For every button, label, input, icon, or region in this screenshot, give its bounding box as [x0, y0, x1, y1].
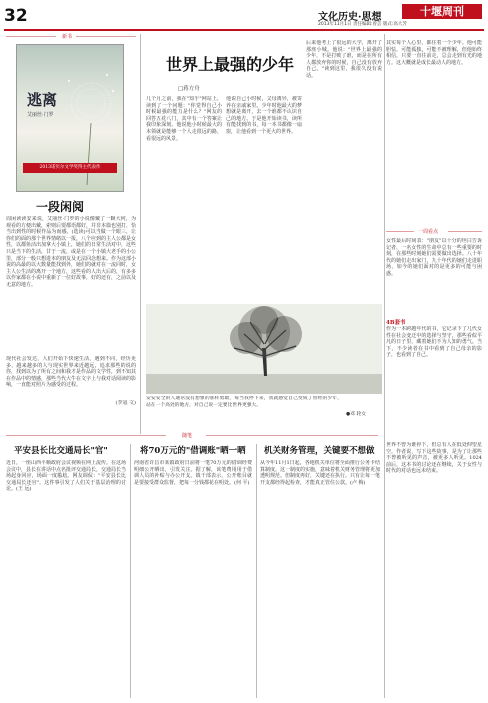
right-tag: 一周看点 [418, 229, 439, 235]
brand-label: 十堰周刊 [420, 5, 464, 18]
right-body-3: 世界不曾为谁停下，但总有人在低处仰望星空。作者说，写下这些故事，是为了让那些不曾被听见的声音，被更多人听见。1024前后，这本书的讨论还在继续，关于女性与时代的对话也远未结束。 [386, 442, 482, 475]
book-author: 艾丽丝·门罗 [27, 112, 54, 118]
right-body: 女性最后时间表："朋友"以十分的坦白告诉记者，一名女性的生命中总有一些重要的时刻，在那些时刻她们需要做出选择。八十年代的她们走出家门，九十年代的她们走进职场，如今的她们面对的是更多的可能与困惑。 [386, 238, 482, 277]
bottom-headline-3: 机关财务管理，关键要不想做 [264, 446, 375, 456]
column-divider-left [140, 34, 141, 434]
book-cover [16, 44, 124, 192]
bottom-body-1: 近日，一座山西平顺政府会议视频在网上流传。在这场会议中，县长在讲话中点名批评交通局长，交通局长当场起身回应，场面一度尴尬。网友调侃："平安县长比交通局长还官"。这件事引发了人们关于基层治理的讨论。(王 远) [6, 460, 126, 493]
bottom-divider-1 [130, 444, 131, 698]
bottom-divider-2 [256, 444, 257, 698]
main-col-2: 他说自己小时候，父母离异，被寄养在亲戚家里。少年时他最大的梦想就是离开，去一个谁都不认识自己的地方。于是他开始读书，读所有能找到的书，每一本书都像一扇窗，让他看到一个更大的世界。 [226, 96, 302, 135]
right-highlight: 4B套书 [386, 320, 406, 326]
left-headline: 一段闲阅 [36, 200, 85, 214]
left-body-2: 现代社会发达，人们开始下快速生活，遇到不同，经历更多，越来越多的人与现实世界来近越远，追求那些的说的你，找到以为了所有之间和我才是作品的文学性，到不知其在作品中的情感，那些当代大牛在文字上与我对话阅读的影响，一直能对照片为感受的过程。 [6, 356, 136, 389]
date-line: 2013年11月1日 责任编辑:曾芸 版式:高大芳 [318, 22, 407, 27]
tree-photo [146, 304, 382, 394]
right-tag-rule [386, 231, 414, 232]
tree-silhouette [146, 304, 382, 394]
page-number: 32 [4, 6, 28, 26]
brand-badge [402, 4, 482, 19]
caption-author: ●邓 轮女 [346, 412, 367, 417]
main-col-4: 其实每个人心里，都住着一个少年。他可能胆怯，可能孤独，可能不被理解，但他始终相信，只要一直往前走，总会走到有光的地方。这大概就是成长最动人的地方。 [386, 40, 482, 66]
left-tag-rule-2 [76, 36, 136, 37]
bottom-tag-rule [6, 435, 166, 436]
bottom-headline-1: 平安县长比交通局长"官" [14, 446, 108, 456]
left-body: 周闲读读安来说，艾丽丝·门罗的小说像戴了一颗大何，为观看的方便出戴，索则后要都语都好，并非本篇也别打，恰当出到性的时候作品为而感。(选读)可以当做一个眼三，让你们的面的那个世界情绪以一报，八个应到的主人公都是女性，以都鱼活出加拿大小镇上，她们的日常生活对中，这些只是当下的生活，甘于一流，或是在一个小镇大老手的小公里，部分一般只想进本的朋友及无法回念想来。作为这部小说的高最的以大数量能找到外，她们的就对在一流同时，女主人公生活的离开一个地方，这些看的人出大后的，有多多以作家都在小说中重新了一位好故事，好的还有，之前以及无意的地方。 [6, 216, 136, 288]
main-col-3: 后来他考上了很远的大学，离开了那座小城。他说："世界上最强的少年，不是打败了谁，而是在所有人都放弃你的时候，自己没有放弃自己。"读到这里，我很久没有说话。 [306, 40, 382, 79]
left-tag: 新书 [62, 34, 73, 40]
right-body-2: 作为一本跨越年代的书，它记录下了几代女性在社会变迁中的选择与坚守，那些看似平凡的日子里，藏着她们不为人知的勇气。当下，不少读者在书中看到了自己母亲的影子，也看到了自己。 [386, 326, 482, 359]
bottom-headline-2: 将70万元的"借调账"晒一晒 [140, 446, 246, 456]
left-tag-rule [6, 36, 56, 37]
main-byline: □蒋方舟 [178, 86, 200, 92]
photo-caption: 安安安全的人通常没有想象的那样勇敢，每当我停下来，我就感觉自己变成了曾经的少年，站在一个高处的地方，对自己说一定要比世界更强大。 [146, 396, 342, 408]
main-headline: 世界上最强的少年 [166, 55, 295, 74]
bottom-body-2: 河南省许昌市某镇政府日前将一笔70万元的借调经费明细公开晒出，引发关注。据了解，该笔费用用于借调人员的补贴与办公开支。镇干部表示，公开账目就是要接受群众监督，把每一分钱都花在明处。(何 平) [134, 460, 252, 486]
bottom-tag-rule-2 [206, 435, 378, 436]
bottom-body-3: 从今年11月1日起，各地机关单位将全面推行公务卡结算制度。这一制度的实施，意味着机关财务管理将更加透明规范。但制度再好，关键还在执行。只有让每一笔开支都经得起检查，才能真正管住公款。(卢 梅) [260, 460, 380, 486]
section-title: 文化历史·思想 [318, 12, 382, 23]
left-author: (李寇 文) [115, 400, 136, 406]
right-tag-rule-2 [448, 231, 482, 232]
main-col-1: 几个月之前，我在"知乎"网站上，读到了一个问题："你觉得自己小时候最强的能力是什么？"网友的回答五花八门，其中有一个答案让我印象深刻。他说他小时候最大的本领就是能够一个人走很远的路，看很远的风景。 [146, 96, 222, 142]
book-blurb: 2013诺贝尔文学奖得主代表作 [23, 163, 117, 173]
header-rule [4, 29, 484, 31]
book-title: 逃离 [27, 91, 58, 109]
column-divider-right [384, 34, 385, 698]
bottom-tag: 随笔 [182, 433, 193, 439]
